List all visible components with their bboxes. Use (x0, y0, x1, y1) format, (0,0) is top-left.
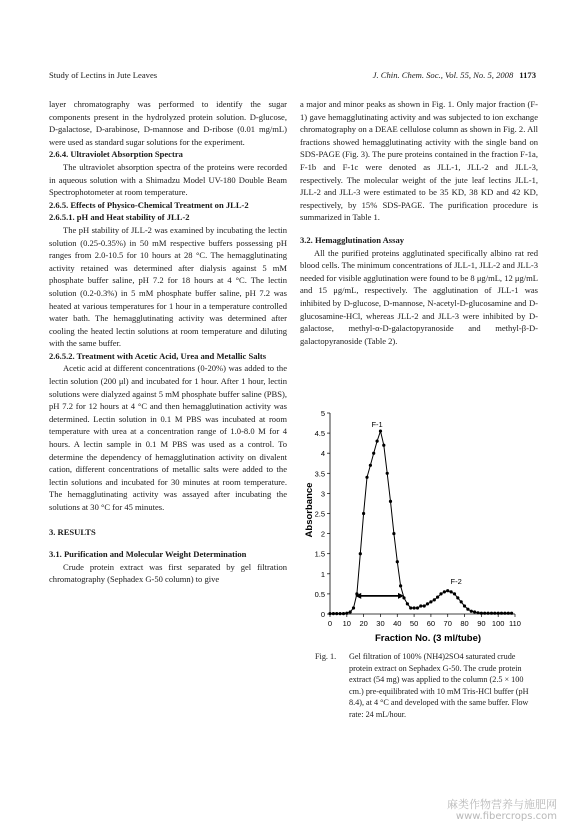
data-point (413, 606, 416, 609)
y-tick-label: 1 (320, 569, 325, 579)
x-tick-label: 100 (491, 619, 505, 628)
x-tick-label: 80 (460, 619, 469, 628)
data-point (365, 476, 368, 479)
section-heading: 3.2. Hemagglutination Assay (300, 234, 404, 245)
data-point (443, 590, 446, 593)
data-point (345, 612, 348, 615)
section-heading: 3. RESULTS (49, 526, 96, 537)
data-point (339, 612, 342, 615)
x-tick-label: 70 (443, 619, 452, 628)
data-point (463, 604, 466, 607)
journal-citation: J. Chin. Chem. Soc., Vol. 55, No. 5, 2008 (372, 70, 514, 80)
data-point (480, 612, 483, 615)
section-heading: 2.6.4. Ultraviolet Absorption Spectra (49, 149, 183, 160)
data-point (419, 604, 422, 607)
data-point (379, 430, 382, 433)
data-point (389, 500, 392, 503)
section-heading: 3.1. Purification and Molecular Weight Determination (49, 549, 247, 560)
paragraph: All the purified proteins agglutinated specifically albino rat red blood cells. The minimum concentrations of JLL-1, JLL-2 and JLL-3 needed for visible agglutination were found to be 8 μg/mL, 12 μg/mL and 15 μg/mL, respectively. The agglutination of JLL-1 was inhibited by D-glucose, D-mannose, N-acetyl-D-glucosamine and D-glucosamine-HCl, whereas JLL-2 and JLL-3 were inhibited by D-galactose, methyl-α-D-galactopyranoside and methyl-β-D-galactopyranoside (Table 2). (300, 247, 538, 346)
running-header (49, 70, 536, 84)
x-axis-label: Fraction No. (3 ml/tube) (374, 633, 482, 644)
data-point (483, 612, 486, 615)
watermark-chinese: 麻类作物营养与施肥网 (447, 798, 557, 811)
data-point (369, 464, 372, 467)
y-tick-label: 0 (320, 610, 325, 619)
y-tick-label: 5 (320, 409, 325, 418)
data-point (426, 602, 429, 605)
data-point (409, 606, 412, 609)
figure-caption (315, 651, 533, 721)
series-line (330, 431, 512, 613)
x-tick-label: 50 (409, 619, 419, 628)
chart-annotations (355, 420, 462, 599)
data-point (416, 606, 419, 609)
data-point (399, 584, 402, 587)
data-point (359, 552, 362, 555)
data-point (423, 604, 426, 607)
paragraph: layer chromatography was performed to identify the sugar components present in the hydrolyzed protein solution. D-glucose, D-galactose, D-arabinose, D-mannose and D-ribose (0.01 mg/mL) were used as standard sugar solutions for the experiment. (49, 99, 287, 147)
data-point (456, 596, 459, 599)
chart-series (328, 430, 513, 616)
data-point (433, 598, 436, 601)
peak-label: F-2 (450, 576, 462, 586)
data-point (392, 532, 395, 535)
data-point (376, 440, 379, 443)
x-tick-label: 60 (426, 619, 436, 628)
data-point (406, 602, 409, 605)
data-point (487, 612, 490, 615)
paragraph: a major and minor peaks as shown in Fig. 1. Only major fraction (F-1) gave hemagglutinating activity and was subjected to ion exchange chromatography on a DEAE cellulose column as shown in Fig. 2. All fractions showed hemagglutinating activity with the single band on SDS-PAGE (Fig. 3). The pure proteins contained in the fraction F-1a, F-1b and F-1c were denoted as JLL-1, JLL-2 and JLL-3, respectively. The molecular weight of the jute leaf lectins JLL-1, JLL-2 and JLL-3 were estimated to be 35 KD, 38 KD and 42 KD, respectively, by 15% SDS-PAGE. The purification procedure is summarized in Table 1. (300, 99, 538, 223)
right-column (300, 98, 538, 347)
watermark-url: www.fibercrops.com (455, 811, 557, 822)
data-point (349, 610, 352, 613)
data-point (466, 608, 469, 611)
data-point (493, 612, 496, 615)
section-heading: 2.6.5.1. pH and Heat stability of JLL-2 (49, 212, 190, 223)
data-point (503, 612, 506, 615)
data-point (473, 610, 476, 613)
left-column (49, 98, 287, 586)
gel-filtration-chart (300, 400, 540, 648)
data-point (476, 611, 479, 614)
data-point (342, 612, 345, 615)
paragraph: The ultraviolet absorption spectra of the proteins were recorded in aqueous solution with a Shimadzu Model UV-180 Double Beam Spectrophotometer at room temperature. (49, 161, 287, 198)
paragraph: Acetic acid at different concentrations (0-20%) was added to the lectin solution (200 μl) and incubated for 1 hour. After 1 hour, lectin solutions were dialyzed against 5 mM phosphate buffer saline (PBS), pH 7.2 for 12 hours at 4 °C and then hemagglutination activity was determined. Lectin solution in 0.1 M PBS was incubated at room temperature with urea at a concentration range of 1.0-8.0 M for 4 hours. A lectin sample in 0.1 M PBS was used as a control. To determine the dependency of hemagglutination activity on divalent cation, different concentrations of metallic salts were added to the lectin solutions and incubated for 30 minutes at room temperature. The hemagglutinating activity was assayed after incubating the solutions at 30 °C for 45 minutes. (49, 363, 287, 512)
x-tick-label: 90 (477, 619, 486, 628)
paragraph: The pH stability of JLL-2 was examined by incubating the lectin solution (0.25-0.35%) in 50 mM respective buffers possessing pH ranges from 2.0-10.5 for 10 hours at 28 °C. The hemagglutinating activity retained was determined after dialysis against 5 mM phosphate buffer saline, pH 7.2 for 18 hours at 4 °C. The lectin solution (0.2-0.3%) in 5 mM phosphate buffer saline, pH 7.2 was heated at various temperatures for 1 hour in a temperature controlled water bath. The hemagglutinating activity was determined after cooling the heated lectin solutions at room temperature and diluting with the same buffer. (49, 224, 287, 349)
data-point (372, 452, 375, 455)
data-point (446, 589, 449, 592)
x-tick-label: 20 (359, 619, 368, 628)
data-point (396, 560, 399, 563)
data-point (453, 592, 456, 595)
data-point (470, 610, 473, 613)
data-point (497, 612, 500, 615)
y-tick-label: 2.5 (314, 509, 325, 519)
data-point (460, 600, 463, 603)
y-tick-label: 4 (320, 449, 325, 459)
data-point (500, 612, 503, 615)
data-point (507, 612, 510, 615)
data-point (335, 612, 338, 615)
y-axis-label: Absorbance (304, 482, 315, 538)
x-tick-label: 30 (376, 619, 385, 628)
figure-label: Fig. 1. (315, 652, 337, 661)
data-point (362, 512, 365, 515)
peak-label: F-1 (371, 420, 383, 430)
data-point (352, 606, 355, 609)
header-title: Study of Lectins in Jute Leaves (49, 70, 158, 80)
x-tick-label: 110 (509, 619, 521, 628)
x-tick-label: 40 (393, 619, 402, 628)
y-tick-label: 2 (320, 529, 325, 539)
data-point (386, 472, 389, 475)
figure-caption-text: Gel filtration of 100% (NH4)2SO4 saturated crude protein extract on Sephadex G-50. The crude protein extract (54 mg) was applied to the column (2.5 × 100 cm.) pre-equilibrated with 10 mM Tris-HCl buffer (pH 8.4), at 4 °C and developed with the same buffer. Flow rate: 24 mL/hour. (349, 652, 529, 719)
y-tick-label: 4.5 (314, 429, 325, 439)
paragraph: Crude protein extract was first separated by gel filtration chromatography (Sephadex G-50 column) to give (49, 561, 287, 585)
data-point (402, 596, 405, 599)
x-tick-label: 10 (342, 619, 351, 628)
data-point (332, 612, 335, 615)
header-journal-info (373, 70, 536, 80)
data-point (450, 590, 453, 593)
data-point (436, 596, 439, 599)
section-heading: 2.6.5. Effects of Physico-Chemical Treatment on JLL-2 (49, 199, 249, 210)
data-point (490, 612, 493, 615)
page-number: 1173 (519, 70, 536, 80)
data-point (439, 592, 442, 595)
chart-axes (315, 409, 521, 628)
y-tick-label: 0.5 (314, 589, 325, 599)
y-tick-label: 3.5 (314, 469, 325, 479)
y-tick-label: 1.5 (314, 549, 325, 559)
y-tick-label: 3 (320, 489, 325, 499)
data-point (510, 612, 513, 615)
data-point (429, 600, 432, 603)
data-point (382, 444, 385, 447)
data-point (328, 612, 331, 615)
x-tick-label: 0 (327, 619, 333, 628)
section-heading: 2.6.5.2. Treatment with Acetic Acid, Urea and Metallic Salts (49, 350, 267, 361)
